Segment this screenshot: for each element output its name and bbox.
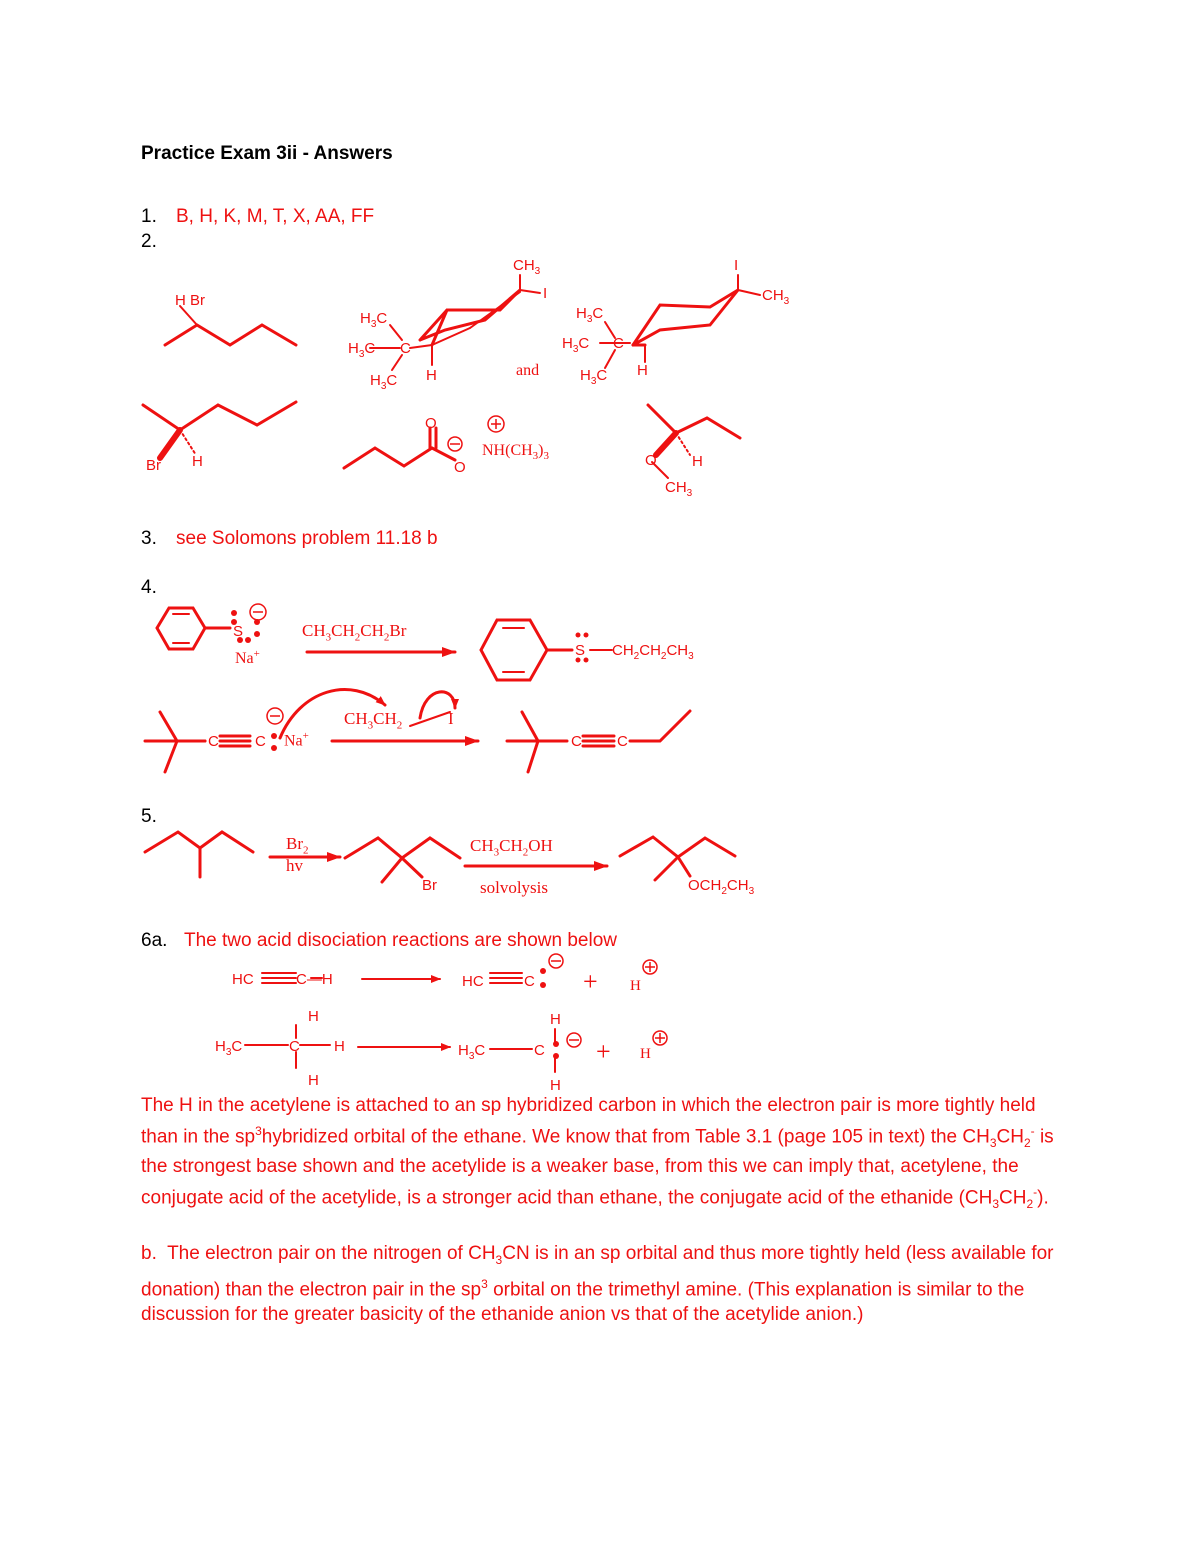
q5-reagent-ethanol: $CH_3CH_2OH$ xyxy=(470,836,553,859)
label-c-h: C—H xyxy=(296,971,333,988)
label-c-5: C xyxy=(571,733,582,750)
label-c-9: C xyxy=(534,1042,545,1059)
label-h-9: H xyxy=(550,1077,561,1094)
label-h-8: H xyxy=(550,1011,561,1028)
label-h-2: H xyxy=(426,367,437,384)
q4-counterion: Na+ xyxy=(284,730,309,750)
q4-tbutyl-acetylide xyxy=(145,712,250,772)
label-h: H xyxy=(192,453,203,470)
lone-pair-dots xyxy=(231,610,589,1059)
q3-number: 3. xyxy=(141,528,157,549)
label-h-br: H Br xyxy=(175,292,205,309)
charge-signs xyxy=(253,419,665,1043)
charge-circles xyxy=(250,416,667,1047)
q5-ether-product xyxy=(620,837,735,880)
label-c-3: C xyxy=(208,733,219,750)
q4-benzene-2 xyxy=(481,620,612,680)
q5-number: 5. xyxy=(141,806,157,827)
label-br-2: Br xyxy=(422,877,437,894)
label-h3c-6: $H_3C$ xyxy=(580,367,608,387)
label-s-1: S xyxy=(233,623,244,640)
q5-reagent-br2: $Br_2$ xyxy=(286,834,309,857)
label-i-1: I xyxy=(543,285,548,302)
label-h3c-8: $H_3C$ xyxy=(458,1042,486,1062)
label-h3c-2: $H_3C$ xyxy=(348,340,376,360)
q4-leaving-group: I xyxy=(448,709,454,728)
q6a-intro: The two acid disociation reactions are shown below xyxy=(184,930,618,951)
q2-cyclohexane-chair-2 xyxy=(600,275,760,368)
q2-number: 2. xyxy=(141,231,157,252)
q2-structure-bromide-2 xyxy=(143,402,296,458)
q2-structure-bromopentane xyxy=(165,306,296,345)
plus-sign-1: + xyxy=(583,967,598,996)
label-o-1: O xyxy=(425,415,437,432)
label-ch3-2: $CH_3$ xyxy=(762,287,790,307)
label-o-2: O xyxy=(454,459,466,476)
q4-benzene-1 xyxy=(157,608,230,649)
label-c-4: C xyxy=(255,733,266,750)
label-i-2: I xyxy=(734,257,739,274)
plus-sign-2: + xyxy=(596,1037,611,1066)
label-c-6: C xyxy=(617,733,628,750)
label-o-3: O xyxy=(645,452,657,469)
label-c-2: C xyxy=(613,335,624,352)
label-s-2: S xyxy=(575,642,586,659)
label-h-6: H xyxy=(334,1038,345,1055)
q6a-explanation: The H in the acetylene is attached to an sp hybridized carbon in which the electron pair is more tightly held than in the $sp^3hybridized$ orbital of the ethane. We know that from Table 3.1 (page 105 in text) the $CH_3CH_2^-$ is the strongest base shown and the acetylide is a weaker base, from this we can imply that, acetylene, the conjugate acid of the acetylide, is a stronger acid than ethane, the conjugate acid of the ethanide $(CH_3CH_2^-)$. xyxy=(141,1095,1054,1212)
q4-reagent-2: $CH_3CH_2$ xyxy=(344,709,403,732)
q3-answer: see Solomons problem 11.18 b xyxy=(176,528,438,549)
label-br: Br xyxy=(146,457,161,474)
label-h-5: H xyxy=(308,1008,319,1025)
label-c-7: C xyxy=(524,973,535,990)
q5-reagent-hv: hv xyxy=(286,856,303,875)
q5-reagent-solvolysis: solvolysis xyxy=(480,878,549,897)
q1-answer: B, H, K, M, T, X, AA, FF xyxy=(176,206,375,227)
page-title: Practice Exam 3ii - Answers xyxy=(141,143,393,164)
label-h-plus-2: H xyxy=(640,1046,651,1062)
q4-number: 4. xyxy=(141,577,157,598)
q5-bromide xyxy=(345,838,460,882)
label-h3c-7: $H_3C$ xyxy=(215,1038,243,1058)
q2-cyclohexane-chair-1 xyxy=(370,275,540,370)
label-och2ch3: $OCH_2CH_3$ xyxy=(688,877,755,897)
label-c-1: C xyxy=(400,340,411,357)
q5-isopentane xyxy=(145,832,253,877)
q2-and-text: and xyxy=(516,362,540,379)
label-ch3-1: $CH_3$ xyxy=(513,257,541,277)
label-hc-2: HC xyxy=(462,973,484,990)
q4-reagent-1: $CH_3CH_2CH_2Br$ xyxy=(302,621,407,644)
label-na-1: Na+ xyxy=(235,648,260,667)
q6b-explanation: b. The electron pair on the nitrogen of $CH_3CN$ is in an sp orbital and thus more tightly held (less available for donation) than the electron pair in the $sp^3$ orbital on the trimethyl amine. (This explanation is similar to the discussion for the greater basicity of the ethanide anion vs that of the acetylide anion.) xyxy=(141,1243,1054,1326)
label-h3c-1: $H_3C$ xyxy=(360,310,388,330)
label-h-3: H xyxy=(637,362,648,379)
label-c-8: C xyxy=(289,1038,300,1055)
label-h3c-3: $H_3C$ xyxy=(370,372,398,392)
label-h-plus-1: H xyxy=(630,978,641,994)
label-h3c-5: $H_3C$ xyxy=(562,335,590,355)
label-h3c-4: $H_3C$ xyxy=(576,305,604,325)
label-h-4: H xyxy=(692,453,703,470)
label-ch2ch2ch3: $CH_2CH_2CH_3$ xyxy=(612,642,694,662)
q6a-label: 6a. xyxy=(141,930,168,951)
q4-alkyne-product xyxy=(507,711,690,772)
label-nh: $NH(CH_3)_3$ xyxy=(482,442,549,462)
q2-carboxylate xyxy=(344,428,455,468)
q1-number: 1. xyxy=(141,206,157,227)
label-h-7: H xyxy=(308,1072,319,1089)
label-ch3-3: $CH_3$ xyxy=(665,479,693,499)
label-hc-1: HC xyxy=(232,971,254,988)
